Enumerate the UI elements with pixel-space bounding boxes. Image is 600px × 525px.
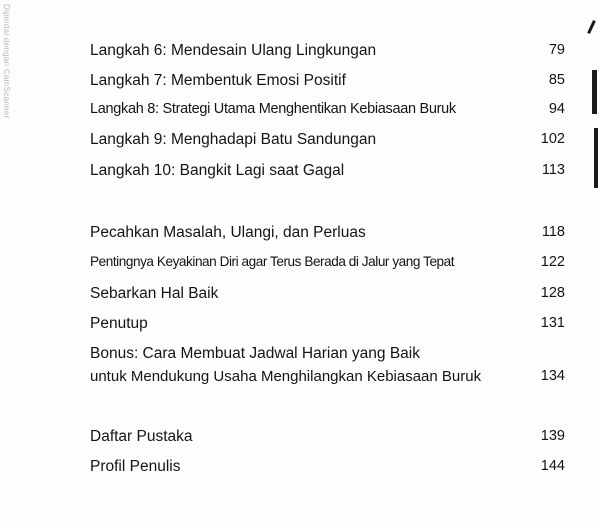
scanner-watermark: Dipindai dengan CamScanner xyxy=(2,4,11,119)
toc-entry-page: 85 xyxy=(548,72,565,88)
toc-entry-page: 79 xyxy=(548,42,565,58)
toc-entry-title: untuk Mendukung Usaha Menghilangkan Kebiasaan Buruk xyxy=(90,368,482,385)
toc-entry[interactable] xyxy=(0,345,600,367)
toc-entry-page: 94 xyxy=(548,101,565,117)
toc-entry-title: Langkah 7: Membentuk Emosi Positif xyxy=(90,72,346,89)
toc-entry-title: Sebarkan Hal Baik xyxy=(90,285,219,302)
toc-entry-title: Langkah 8: Strategi Utama Menghentikan Kebiasaan Buruk xyxy=(90,101,456,117)
toc-entry[interactable] xyxy=(0,428,600,450)
toc-entry-page: 128 xyxy=(540,285,565,301)
toc-entry[interactable] xyxy=(0,101,600,123)
toc-entry[interactable] xyxy=(0,162,600,184)
toc-entry-page: 131 xyxy=(540,315,565,331)
toc-entry[interactable] xyxy=(0,42,600,64)
toc-entry[interactable] xyxy=(0,458,600,480)
toc-entry[interactable] xyxy=(0,315,600,337)
toc-entry-page: 134 xyxy=(540,368,565,384)
toc-entry-page: 118 xyxy=(541,224,565,240)
toc-entry-title: Pecahkan Masalah, Ulangi, dan Perluas xyxy=(90,224,366,241)
toc-entry[interactable] xyxy=(0,224,600,246)
toc-entry-page: 144 xyxy=(540,458,565,474)
toc-entry-title: Daftar Pustaka xyxy=(90,428,193,445)
toc-entry[interactable] xyxy=(0,72,600,94)
toc-entry-title: Profil Penulis xyxy=(90,458,181,475)
toc-entry-title: Langkah 9: Menghadapi Batu Sandungan xyxy=(90,131,377,148)
toc-entry[interactable] xyxy=(0,254,600,276)
toc-entry-page: 139 xyxy=(540,428,565,444)
toc-entry-title: Penutup xyxy=(90,315,148,332)
toc-entry-title: Bonus: Cara Membuat Jadwal Harian yang Baik xyxy=(90,345,420,362)
toc-entry-title: Pentingnya Keyakinan Diri agar Terus Berada di Jalur yang Tepat xyxy=(90,254,455,269)
toc-entry[interactable] xyxy=(0,285,600,307)
toc-entry-page: 113 xyxy=(541,162,565,178)
toc-entry-page: 122 xyxy=(540,254,565,270)
toc-entry-page: 102 xyxy=(540,131,565,147)
toc-entry[interactable] xyxy=(0,131,600,153)
toc-entry-title: Langkah 6: Mendesain Ulang Lingkungan xyxy=(90,42,377,59)
toc-entry-title: Langkah 10: Bangkit Lagi saat Gagal xyxy=(90,162,345,179)
toc-entry[interactable] xyxy=(0,368,600,390)
